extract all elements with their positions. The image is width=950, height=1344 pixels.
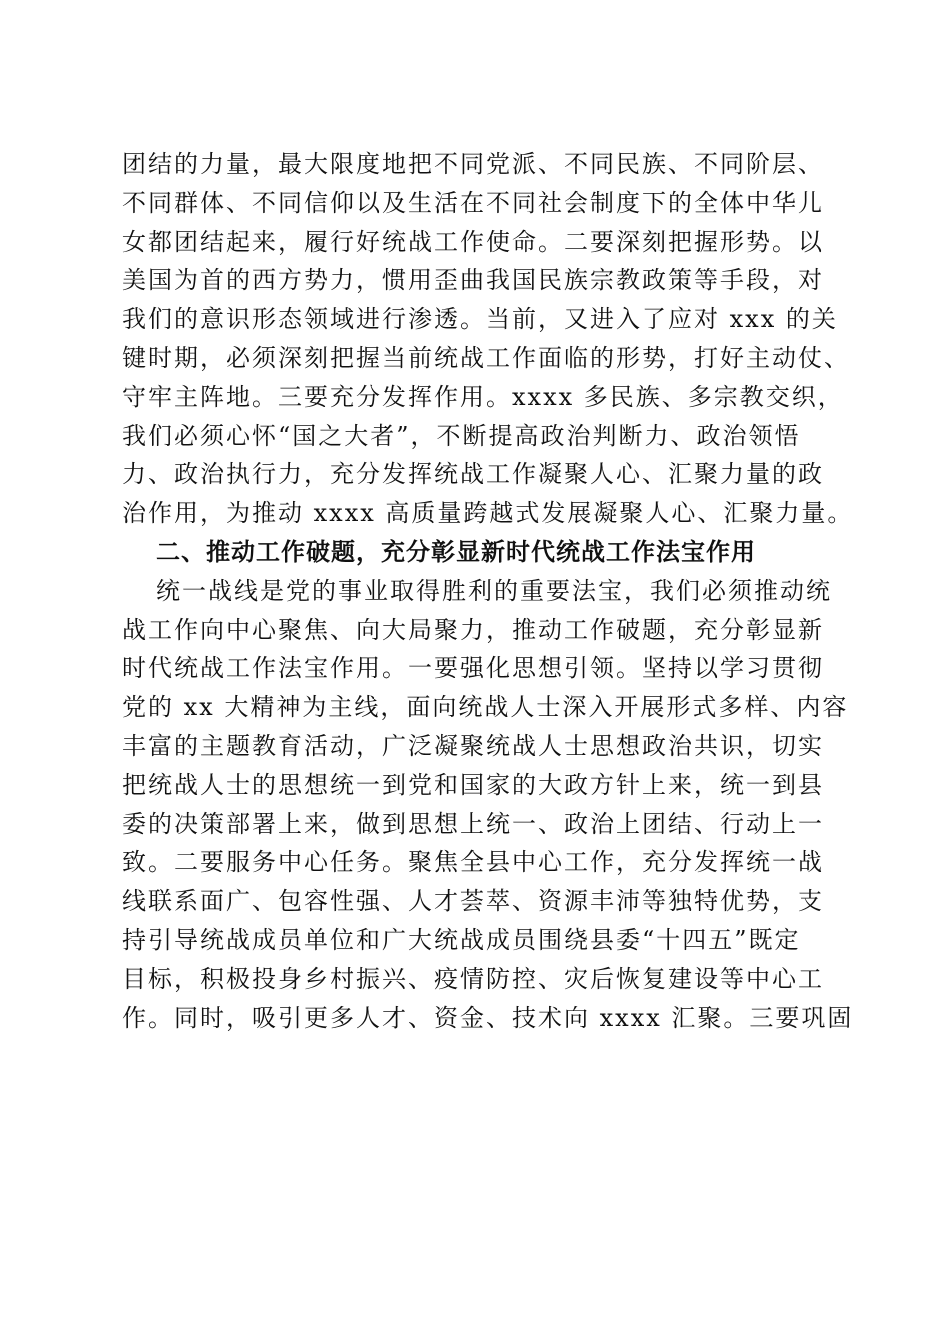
text-line: 目标，积极投身乡村振兴、疫情防控、灾后恢复建设等中心工	[122, 964, 824, 993]
text-line: 党的 xx 大精神为主线，面向统战人士深入开展形式多样、内容	[122, 693, 849, 722]
paragraph-first-line: 统一战线是党的事业取得胜利的重要法宝，我们必须推动统	[156, 576, 832, 605]
text-line: 战工作向中心聚焦、向大局聚力，推动工作破题，充分彰显新	[122, 615, 824, 644]
text-line: 委的决策部署上来，做到思想上统一、政治上团结、行动上一	[122, 809, 824, 838]
section-heading: 二、推动工作破题，充分彰显新时代统战工作法宝作用	[156, 537, 756, 566]
text-line: 线联系面广、包容性强、人才荟萃、资源丰沛等独特优势，支	[122, 887, 824, 916]
text-line: 持引导统战成员单位和广大统战成员围绕县委“十四五”既定	[122, 925, 801, 954]
text-line: 守牢主阵地。三要充分发挥作用。xxxx 多民族、多宗教交织，	[122, 382, 844, 411]
text-line: 治作用，为推动 xxxx 高质量跨越式发展凝聚人心、汇聚力量。	[122, 499, 854, 528]
body-text	[122, 145, 854, 1037]
text-line: 力、政治执行力，充分发挥统战工作凝聚人心、汇聚力量的政	[122, 460, 824, 489]
text-line: 团结的力量，最大限度地把不同党派、不同民族、不同阶层、	[122, 150, 824, 178]
text-line: 致。二要服务中心任务。聚焦全县中心工作，充分发挥统一战	[122, 848, 824, 877]
text-line: 键时期，必须深刻把握当前统战工作面临的形势，打好主动仗、	[122, 343, 850, 372]
text-line: 把统战人士的思想统一到党和国家的大政方针上来，统一到县	[122, 770, 824, 799]
text-line: 不同群体、不同信仰以及生活在不同社会制度下的全体中华儿	[122, 188, 824, 217]
text-line: 我们的意识形态领域进行渗透。当前，又进入了应对 xxx 的关	[122, 305, 838, 334]
text-line: 丰富的主题教育活动，广泛凝聚统战人士思想政治共识，切实	[122, 731, 824, 760]
text-line: 时代统战工作法宝作用。一要强化思想引领。坚持以学习贯彻	[122, 654, 824, 683]
text-line: 女都团结起来，履行好统战工作使命。二要深刻把握形势。以	[122, 227, 824, 256]
text-line: 作。同时，吸引更多人才、资金、技术向 xxxx 汇聚。三要巩固	[122, 1003, 854, 1032]
text-line: 我们必须心怀“国之大者”，不断提高政治判断力、政治领悟	[122, 421, 801, 450]
text-line: 美国为首的西方势力，惯用歪曲我国民族宗教政策等手段，对	[122, 266, 824, 295]
